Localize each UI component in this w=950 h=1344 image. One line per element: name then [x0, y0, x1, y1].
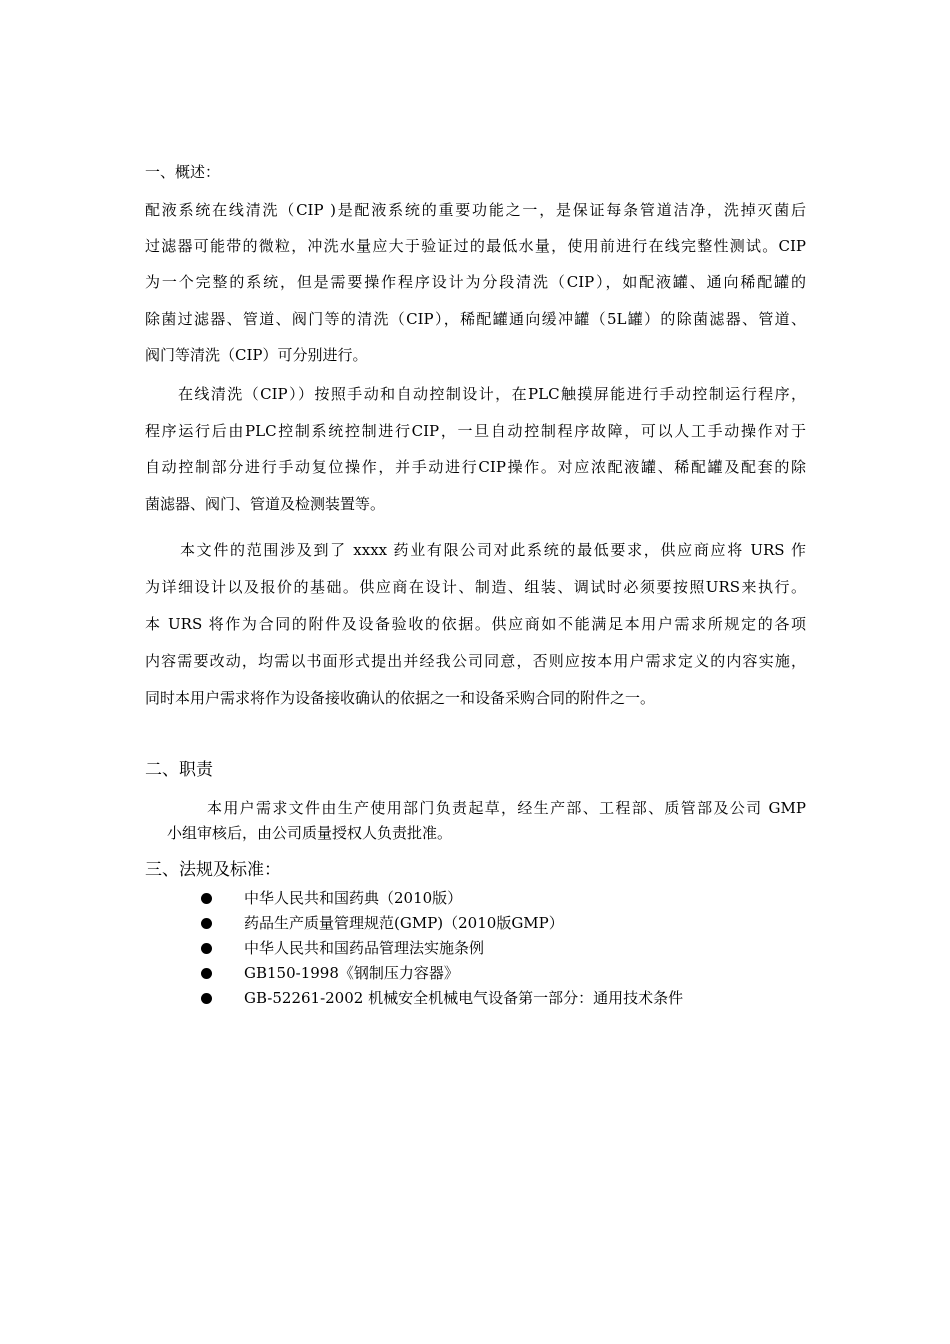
paragraph-line: 小组审核后，由公司质量授权人负责批准。 [167, 824, 453, 842]
paragraph-line: 为详细设计以及报价的基础。供应商在设计、制造、组装、调试时必须要按照URS来执行。 [145, 578, 806, 596]
section-heading-responsibilities: 二、职责 [145, 760, 213, 780]
bullet-icon [201, 893, 212, 904]
paragraph-line: 程序运行后由PLC控制系统控制进行CIP，一旦自动控制程序故障，可以人工手动操作对于 [145, 422, 806, 440]
bullet-icon [201, 968, 212, 979]
paragraph-line: 过滤器可能带的微粒，冲洗水量应大于验证过的最低水量，使用前进行在线完整性测试。CIP [145, 237, 806, 255]
list-item: 中华人民共和国药典（2010版） [244, 889, 463, 907]
paragraph-line: 配液系统在线清洗（CIP )是配液系统的重要功能之一，是保证每条管道洁净，洗掉灭菌后 [145, 201, 806, 219]
paragraph-line: 本文件的范围涉及到了 xxxx 药业有限公司对此系统的最低要求，供应商应将 URS 作 [180, 541, 806, 559]
paragraph-line: 本用户需求文件由生产使用部门负责起草，经生产部、工程部、质管部及公司 GMP [207, 799, 806, 817]
list-item: GB150-1998《钢制压力容器》 [244, 964, 459, 982]
section-heading-overview: 一、概述： [145, 163, 221, 181]
list-item: 药品生产质量管理规范(GMP)（2010版GMP） [244, 914, 564, 932]
paragraph-line: 同时本用户需求将作为设备接收确认的依据之一和设备采购合同的附件之一。 [145, 689, 656, 707]
bullet-icon [201, 993, 212, 1004]
paragraph-line: 除菌过滤器、管道、阀门等的清洗（CIP），稀配罐通向缓冲罐（5L罐）的除菌滤器、管道、 [145, 310, 806, 328]
paragraph-line: 本 URS 将作为合同的附件及设备验收的依据。供应商如不能满足本用户需求所规定的各项 [145, 615, 806, 633]
bullet-icon [201, 918, 212, 929]
paragraph-line: 菌滤器、阀门、管道及检测装置等。 [145, 495, 386, 513]
paragraph-line: 阀门等清洗（CIP）可分别进行。 [145, 346, 368, 364]
list-item: GB-52261-2002 机械安全机械电气设备第一部分：通用技术条件 [244, 989, 684, 1007]
paragraph-line: 在线清洗（CIP））按照手动和自动控制设计，在PLC触摸屏能进行手动控制运行程序， [178, 385, 806, 403]
paragraph-line: 为一个完整的系统，但是需要操作程序设计为分段清洗（CIP），如配液罐、通向稀配罐的 [145, 273, 806, 291]
paragraph-line: 自动控制部分进行手动复位操作，并手动进行CIP操作。对应浓配液罐、稀配罐及配套的除 [145, 458, 806, 476]
list-item: 中华人民共和国药品管理法实施条例 [244, 939, 485, 957]
bullet-icon [201, 943, 212, 954]
paragraph-line: 内容需要改动，均需以书面形式提出并经我公司同意，否则应按本用户需求定义的内容实施， [145, 652, 806, 670]
section-heading-regulations: 三、法规及标准： [145, 860, 281, 880]
